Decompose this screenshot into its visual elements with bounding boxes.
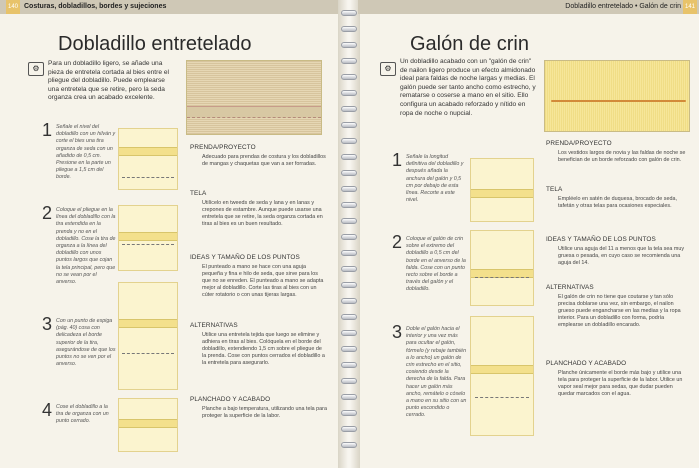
section-text: Empléelo en satén de duquesa, brocado de seda, tafetán y otras telas para ocasiones especiales. <box>558 196 677 209</box>
right-section-stitch-ideas <box>546 236 692 276</box>
section-heading: ALTERNATIVAS <box>190 322 238 329</box>
section-text: Adecuado para prendas de costura y los dobladillos de mangas y chaquetas que van a ser forradas. <box>202 154 326 167</box>
section-heading: ALTERNATIVAS <box>546 284 594 291</box>
sewing-machine-icon: ⚙ <box>380 62 396 76</box>
section-text: Los vestidos largos de novia y las faldas de noche se benefician de un borde reforzado con galón de crin. <box>558 150 686 163</box>
left-step-2-illustration <box>118 205 178 271</box>
section-heading: TELA <box>190 190 207 197</box>
left-section-fabric <box>190 190 330 248</box>
right-section-alternatives <box>546 284 692 352</box>
step-number: 1 <box>392 150 403 170</box>
right-section-garment <box>546 140 692 180</box>
section-heading: PLANCHADO Y ACABADO <box>546 360 627 367</box>
left-step-4-illustration <box>118 398 178 452</box>
section-heading: PRENDA/PROYECTO <box>190 144 256 151</box>
left-running-header: Costuras, dobladillos, bordes y sujeciones <box>0 0 340 14</box>
step-text: Señale la longitud definitiva del dobladillo y después añada la anchura del galón y 0,5 cm por debajo de esta línea. Recorte a este nivel. <box>406 154 464 204</box>
right-step-3-illustration <box>470 316 534 436</box>
horsehair-braid-photo <box>544 60 690 132</box>
step-number: 3 <box>42 314 53 334</box>
left-step-1-illustration <box>118 128 178 190</box>
section-heading: TELA <box>546 186 563 193</box>
spiral-binding <box>338 0 360 468</box>
section-text: Planche a bajo temperatura, utilizando una tela para proteger la superficie de la labor. <box>202 406 327 419</box>
fabric-hem-photo <box>186 60 322 135</box>
left-step-2 <box>42 203 116 303</box>
left-section-pressing <box>190 396 330 436</box>
section-heading: IDEAS Y TAMAÑO DE LOS PUNTOS <box>546 236 656 243</box>
section-text: Utilice una aguja del 11 a menos que la tela sea muy gruesa o pesada, en cuyo caso se recomienda una aguja del 14. <box>558 246 685 266</box>
right-page-number: 141 <box>683 0 697 14</box>
right-page <box>358 0 699 468</box>
left-step-1 <box>42 120 116 190</box>
left-section-stitch-ideas <box>190 254 330 316</box>
left-step-3-illustration <box>118 282 178 390</box>
step-number: 1 <box>42 120 53 140</box>
section-text: El punteado a mano se hace con una aguja pequeña y fina e hilo de seda, que sirve para los que no se enreden. El punteado a mano se adapta mejor al dobladillo. Corte las tiras al bies con un cúter rotatorio o con unas tijeras largas. <box>202 264 324 298</box>
section-text: El galón de crin no tiene que coutarse y tan sólo precisa doblarse una vez, sin embargo, el nailon grueso puede engancharse en las medias y la ropa interior. Para un dobladillo con forma, podría emplearse un dobladillo encarado. <box>558 294 681 328</box>
step-text: Doble el galón hacia el interior y una vez más para ocultar el galón, fórmelo (y rebaje también a lo ancho) un galón de crin estrecho en el sitio, cosiendo desde la derecha de la falda. Para hacer un galón más ancho, remátelo o cóselo a mano en su sitio con un punto escondido o cerrado. <box>406 326 467 419</box>
step-text: Cose el dobladillo a la tira de organza con un punto cerrado. <box>56 404 109 425</box>
left-section-alternatives <box>190 322 330 388</box>
right-page-title: Galón de crin <box>410 33 529 55</box>
right-step-2 <box>392 232 468 312</box>
left-page-number: 140 <box>6 0 20 14</box>
right-step-3 <box>392 322 468 442</box>
step-text: Coloque el pliegue en la línea del dobladillo con la tira extendida en la prenda y no en el dobladillo. Cose la tira de organza a la línea del dobladillo con unos puntos largos que cojan la tela principal, pero que no se vean por el anverso. <box>56 207 116 286</box>
right-step-1 <box>392 150 468 220</box>
section-text: Planche únicamente el borde más bajo y utilice una tela para proteger la superficie de la labor. Utilice un vapor seal mejor para sedas, que dudar pueden quedar marcados con el agua. <box>558 370 683 397</box>
step-number: 2 <box>42 203 53 223</box>
left-section-garment <box>190 144 330 192</box>
sewing-machine-icon: ⚙ <box>28 62 44 76</box>
left-step-3 <box>42 314 116 394</box>
right-step-1-illustration <box>470 158 534 222</box>
section-heading: PLANCHADO Y ACABADO <box>190 396 271 403</box>
right-section-fabric <box>546 186 692 226</box>
step-text: Coloque el galón de crin sobre el extremo del dobladillo a 0,5 cm del borde en el anverso de la falda. Cose con un punto recto sobre el borde a través del galón y el dobladillo. <box>406 236 466 293</box>
section-heading: PRENDA/PROYECTO <box>546 140 612 147</box>
left-page-title: Dobladillo entretelado <box>58 33 252 55</box>
right-step-2-illustration <box>470 230 534 306</box>
right-running-header: Dobladillo entretelado • Galón de crin <box>358 0 699 14</box>
right-intro-text: Un dobladillo acabado con un "galón de crin" de nailon ligero produce un efecto almidonado ideal para faldas de noche largas y medias. El galón puede ser tanto ancho como estrecho, y rematarse o coserse a mano en el sitio. Ello configura un acabado reforzado y nítido en ropa de noche o nupcial. <box>400 58 536 117</box>
left-step-4 <box>42 400 116 450</box>
step-text: Con un punto de espiga (pág. 40) cosa con delicadeza el borde superior de la tira, asegurándose de que los puntos no se ven por el anverso. <box>56 318 116 368</box>
section-text: Utilícelo en tweeds de seda y lana y en lanas y crepones de estambre. Aunque puede usarse una entretela que se retire, la seda organza cortada en tiras al bies es un buen resultado. <box>202 200 323 227</box>
section-heading: IDEAS Y TAMAÑO DE LOS PUNTOS <box>190 254 300 261</box>
right-section-pressing <box>546 360 692 432</box>
step-number: 4 <box>42 400 53 420</box>
step-number: 2 <box>392 232 403 252</box>
step-number: 3 <box>392 322 403 342</box>
step-text: Señale el nivel del dobladillo con un hilván y corte el bies una tira organza de seda con un añadido de 0,5 cm. Presione en la parte un pliegue a 1,5 cm del borde. <box>56 124 116 181</box>
left-page <box>0 0 340 468</box>
left-intro-text: Para un dobladillo ligero, se añade una pieza de entretela cortada al bies entre el pliegue del dobladillo. Puede emplearse una entretela que se retire, pero la seda organza crea un acabado excelente. <box>48 60 169 102</box>
section-text: Utilice una entretela tejida que luego se elimine y adhiera en tiras al bies. Colóquela en el borde del dobladillo, extendiendo 1,5 cm sobre el pliegue de la prenda. Cose con puntos cerrados el dobladillo a la entretela para asegurarlo. <box>202 332 325 366</box>
